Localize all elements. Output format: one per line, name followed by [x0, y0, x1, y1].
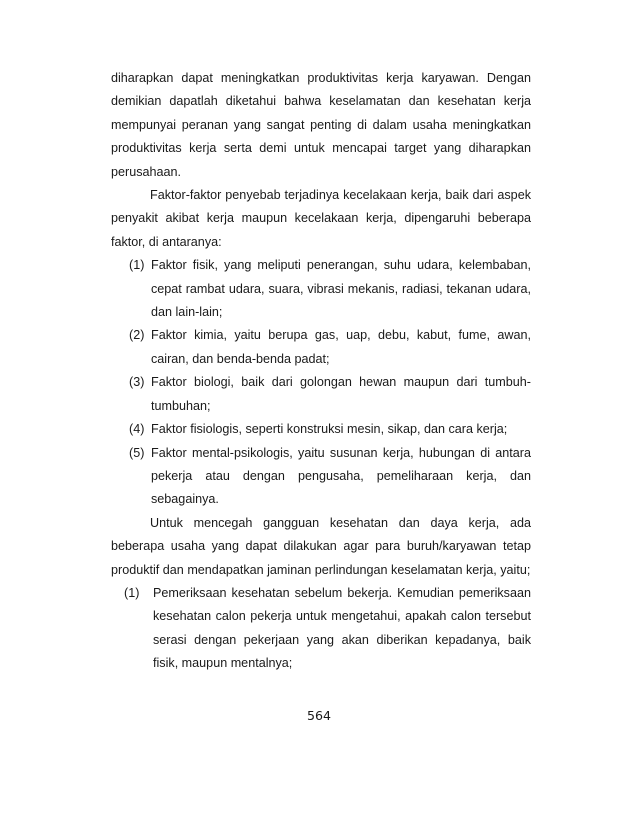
list-item-text: Faktor kimia, yaitu berupa gas, uap, debu, kabut, fume, awan, cairan, dan benda-benda padat; [151, 328, 531, 366]
list-item [111, 418, 531, 441]
body-text [111, 67, 531, 676]
prevention-list [111, 582, 531, 676]
list-item-number: (1) [124, 585, 140, 600]
list-item-text: Pemeriksaan kesehatan sebelum bekerja. Kemudian pemeriksaan kesehatan calon pekerja untuk mengetahui, apakah calon tersebut serasi dengan pekerjaan yang akan diberikan kepadanya, baik fisik, maupun mentalnya; [153, 585, 531, 671]
page-number: 564 [306, 708, 332, 723]
list-item [111, 442, 531, 512]
list-item-text: Faktor fisiologis, seperti konstruksi mesin, sikap, dan cara kerja; [151, 422, 508, 437]
list-item-text: Faktor biologi, baik dari golongan hewan maupun dari tumbuh-tumbuhan; [151, 375, 531, 413]
paragraph-1: diharapkan dapat meningkatkan produktivitas kerja karyawan. Dengan demikian dapatlah diketahui bahwa keselamatan dan kesehatan kerja mempunyai peranan yang sangat penting di dalam usaha meningkatkan produktivitas kerja serta demi untuk mencapai target yang diharapkan perusahaan. [111, 71, 531, 179]
list-item-number: (3) [129, 375, 145, 390]
list-item-number: (1) [129, 258, 145, 273]
list-item-text: Faktor fisik, yang meliputi penerangan, suhu udara, kelembaban, cepat rambat udara, suara, vibrasi mekanis, radiasi, tekanan udara, dan lain-lain; [151, 258, 531, 320]
factor-list [111, 254, 531, 511]
list-item-number: (2) [129, 328, 145, 343]
paragraph-2: Faktor-faktor penyebab terjadinya kecelakaan kerja, baik dari aspek penyakit akibat kerja maupun kecelakaan kerja, dipengaruhi beberapa faktor, di antaranya: [111, 188, 531, 249]
list-item-number: (4) [129, 422, 145, 437]
list-item [111, 371, 531, 418]
list-item [111, 254, 531, 324]
list-item-number: (5) [129, 445, 145, 460]
list-item [111, 324, 531, 371]
paragraph-3: Untuk mencegah gangguan kesehatan dan daya kerja, ada beberapa usaha yang dapat dilakukan agar para buruh/karyawan tetap produktif dan mendapatkan jaminan perlindungan keselamatan kerja, yaitu; [111, 515, 531, 577]
list-item [111, 582, 531, 676]
list-item-text: Faktor mental-psikologis, yaitu susunan kerja, hubungan di antara pekerja atau dengan pengusaha, pemeliharaan kerja, dan sebagainya. [151, 445, 531, 507]
